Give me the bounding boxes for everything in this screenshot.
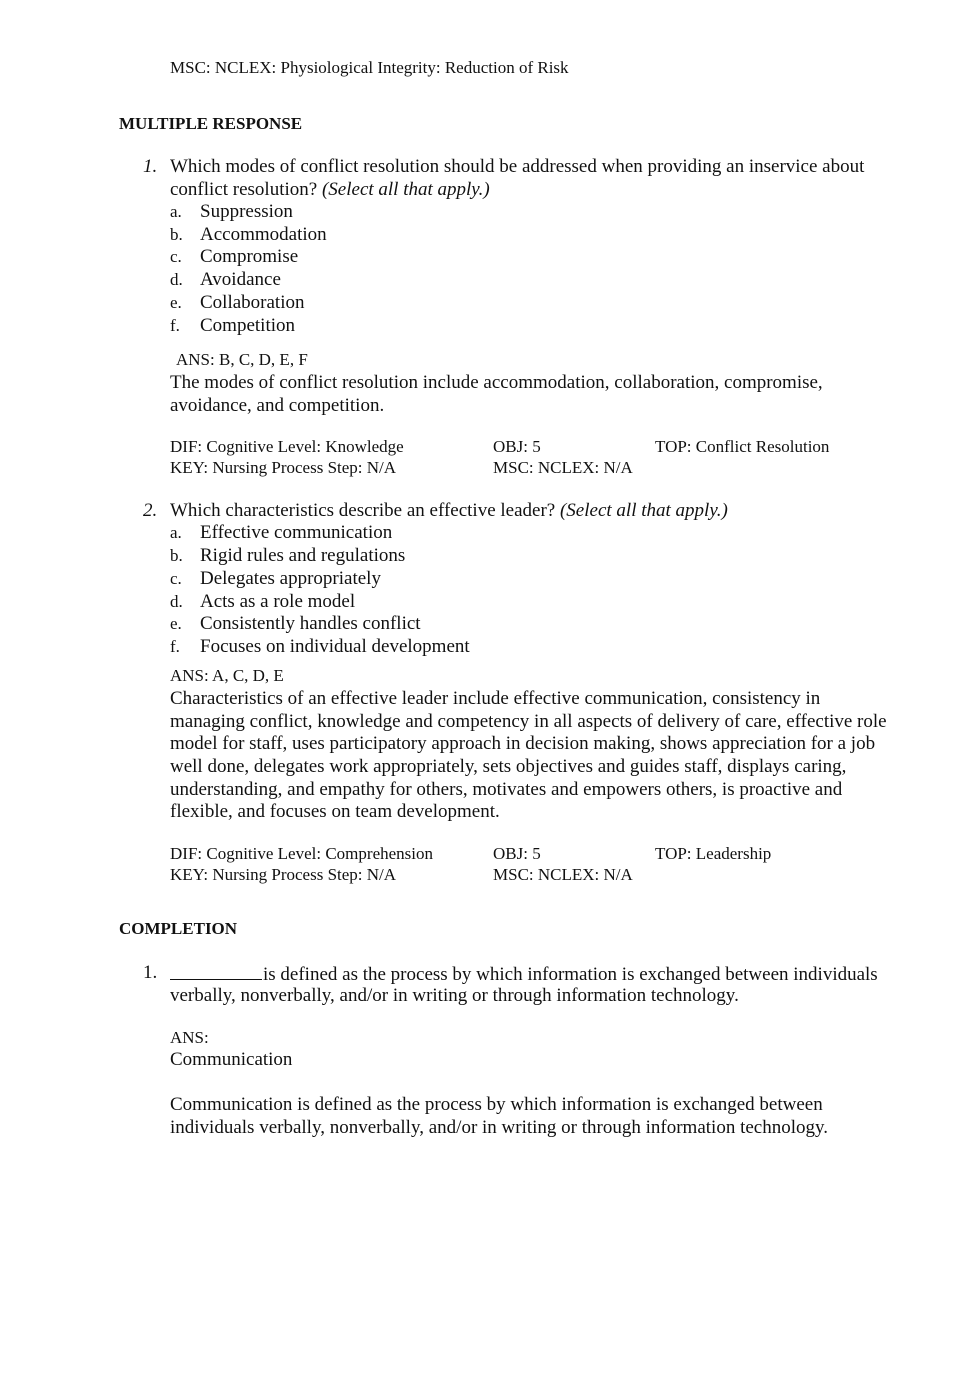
- completion-q1-number: 1.: [143, 962, 158, 983]
- mr-q2-rationale-line: understanding, and empathy for others, motivates and empowers others, is proactive and: [170, 779, 843, 800]
- mr-q2-answer: ANS: A, C, D, E: [170, 666, 284, 685]
- completion-q1-stem-text: is defined as the process by which information is exchanged between individuals: [263, 964, 878, 985]
- option-letter: a.: [170, 523, 182, 542]
- option-letter: c.: [170, 569, 182, 588]
- completion-q1-answer-label: ANS:: [170, 1028, 209, 1047]
- option-letter: c.: [170, 247, 182, 266]
- top-msc-line: MSC: NCLEX: Physiological Integrity: Reduction of Risk: [170, 58, 569, 77]
- mr-q1-stem-text: conflict resolution?: [170, 179, 318, 200]
- mr-q2-top: TOP: Leadership: [655, 844, 772, 863]
- mr-q2-key: KEY: Nursing Process Step: N/A: [170, 865, 397, 884]
- option-text: Compromise: [200, 246, 299, 267]
- option-text: Consistently handles conflict: [200, 613, 421, 634]
- option-text: Focuses on individual development: [200, 636, 470, 657]
- completion-q1-rationale-line: individuals verbally, nonverbally, and/or in writing or through information technology.: [170, 1117, 829, 1138]
- mr-q2-stem-text: Which characteristics describe an effective leader?: [170, 500, 556, 521]
- option-text: Acts as a role model: [200, 591, 356, 612]
- option-letter: e.: [170, 293, 182, 312]
- option-letter: a.: [170, 202, 182, 221]
- answer-blank: [170, 962, 262, 980]
- mr-q1-rationale-line: avoidance, and competition.: [170, 395, 385, 416]
- option-letter: f.: [170, 637, 180, 656]
- mr-q1-stem-line1: Which modes of conflict resolution should be addressed when providing an inservice about: [170, 156, 865, 177]
- completion-q1-rationale-line: Communication is defined as the process by which information is exchanged between: [170, 1094, 823, 1115]
- section-heading-completion: COMPLETION: [119, 919, 238, 938]
- mr-q1-stem-line2: [170, 179, 490, 201]
- mr-q2-rationale-line: model for staff, uses participatory approach in decision making, shows appreciation for a job: [170, 733, 876, 754]
- mr-q2-obj: OBJ: 5: [493, 844, 541, 863]
- option-text: Competition: [200, 315, 295, 336]
- mr-q2-stem-line: [170, 500, 728, 522]
- mr-q2-rationale-line: well done, delegates work appropriately, sets objectives and guides staff, displays caring,: [170, 756, 847, 777]
- option-letter: b.: [170, 546, 183, 565]
- completion-q1-stem-line1: [170, 962, 878, 986]
- option-letter: e.: [170, 614, 182, 633]
- option-text: Rigid rules and regulations: [200, 545, 406, 566]
- mr-q1-key: KEY: Nursing Process Step: N/A: [170, 458, 397, 477]
- option-letter: f.: [170, 316, 180, 335]
- section-heading-multiple-response: MULTIPLE RESPONSE: [119, 114, 303, 133]
- mr-q1-top: TOP: Conflict Resolution: [655, 437, 830, 456]
- mr-q1-answer: ANS: B, C, D, E, F: [176, 350, 308, 369]
- option-text: Effective communication: [200, 522, 393, 543]
- mr-q1-number: 1.: [143, 156, 158, 177]
- option-text: Avoidance: [200, 269, 281, 290]
- option-text: Accommodation: [200, 224, 327, 245]
- mr-q2-rationale-line: Characteristics of an effective leader include effective communication, consistency in: [170, 688, 821, 709]
- completion-q1-stem-line2: verbally, nonverbally, and/or in writing or through information technology.: [170, 985, 739, 1006]
- option-letter: d.: [170, 270, 183, 289]
- mr-q1-msc: MSC: NCLEX: N/A: [493, 458, 633, 477]
- option-text: Delegates appropriately: [200, 568, 381, 589]
- mr-q1-dif: DIF: Cognitive Level: Knowledge: [170, 437, 404, 456]
- mr-q1-select-note: (Select all that apply.): [321, 179, 490, 200]
- mr-q1-rationale-line: The modes of conflict resolution include accommodation, collaboration, compromise,: [170, 372, 823, 393]
- mr-q2-dif: DIF: Cognitive Level: Comprehension: [170, 844, 433, 863]
- completion-q1-answer: Communication: [170, 1049, 293, 1070]
- mr-q2-msc: MSC: NCLEX: N/A: [493, 865, 633, 884]
- option-letter: d.: [170, 592, 183, 611]
- option-text: Suppression: [200, 201, 293, 222]
- mr-q2-select-note: (Select all that apply.): [559, 500, 728, 521]
- option-letter: b.: [170, 225, 183, 244]
- mr-q2-number: 2.: [143, 500, 158, 521]
- mr-q1-obj: OBJ: 5: [493, 437, 541, 456]
- mr-q2-rationale-line: flexible, and focuses on team development.: [170, 801, 500, 822]
- mr-q2-rationale-line: managing conflict, knowledge and competency in all aspects of delivery of care, effective role: [170, 711, 887, 732]
- option-text: Collaboration: [200, 292, 305, 313]
